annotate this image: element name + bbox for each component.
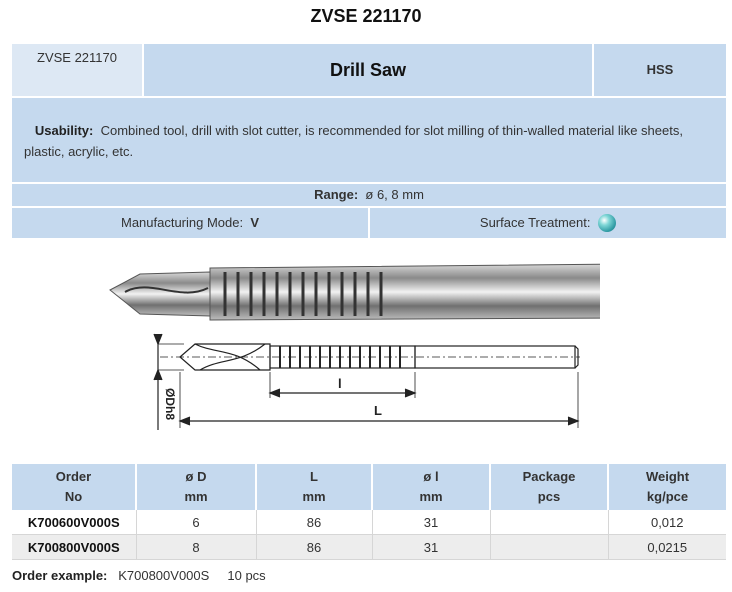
cut-length-cell: 31 (372, 510, 490, 535)
order-example-label: Order example: (12, 568, 108, 583)
dimension-diameter-label: ØDh8 (163, 388, 177, 421)
cut-length-cell: 31 (372, 535, 490, 560)
weight-cell: 0,012 (608, 510, 726, 535)
manufacturing-mode-label: Manufacturing Mode: (120, 215, 244, 230)
header-product-name: Drill Saw (144, 44, 592, 96)
col-header-cut-length: ø l mm (372, 464, 490, 510)
manufacturing-mode-section (12, 208, 368, 238)
length-cell: 86 (256, 535, 372, 560)
col-header-weight: Weight kg/pce (608, 464, 726, 510)
table-row (12, 510, 726, 535)
usability-section (12, 98, 726, 182)
weight-cell: 0,0215 (608, 535, 726, 560)
header-material: HSS (594, 44, 726, 96)
order-number-cell[interactable]: K700800V000S (12, 535, 136, 560)
usability-label: Usability: (34, 123, 94, 138)
order-example (12, 568, 266, 583)
spec-table (12, 464, 726, 560)
tool-photo (110, 264, 600, 320)
dimension-l-label: l (338, 376, 342, 391)
package-cell (490, 535, 608, 560)
col-header-order: Order No (12, 464, 136, 510)
drill-saw-drawing (100, 258, 600, 448)
diameter-cell: 6 (136, 510, 256, 535)
tool-technical-drawing (154, 334, 580, 430)
order-example-number: K700800V000S (118, 568, 210, 583)
col-header-length: L mm (256, 464, 372, 510)
surface-treatment-section (370, 208, 726, 238)
surface-treatment-ball-icon (598, 214, 616, 232)
length-cell: 86 (256, 510, 372, 535)
range-label: Range: (314, 187, 359, 202)
order-number-cell[interactable]: K700600V000S (12, 510, 136, 535)
usability-text: Combined tool, drill with slot cutter, is recommended for slot milling of thin-walled material like sheets, plastic, acrylic, etc. (24, 123, 683, 159)
page-title: ZVSE 221170 (310, 6, 422, 26)
package-cell (490, 510, 608, 535)
manufacturing-mode-value: V (250, 215, 260, 230)
table-row (12, 535, 726, 560)
range-value: ø 6, 8 mm (365, 187, 424, 202)
col-header-package: Package pcs (490, 464, 608, 510)
dimension-L-label: L (374, 403, 382, 418)
col-header-diameter: ø D mm (136, 464, 256, 510)
range-section (12, 184, 726, 206)
diameter-cell: 8 (136, 535, 256, 560)
spec-table-header (12, 464, 726, 510)
order-example-quantity: 10 pcs (227, 568, 266, 583)
surface-treatment-label: Surface Treatment: (479, 215, 591, 230)
header-code: ZVSE 221170 (12, 44, 142, 96)
